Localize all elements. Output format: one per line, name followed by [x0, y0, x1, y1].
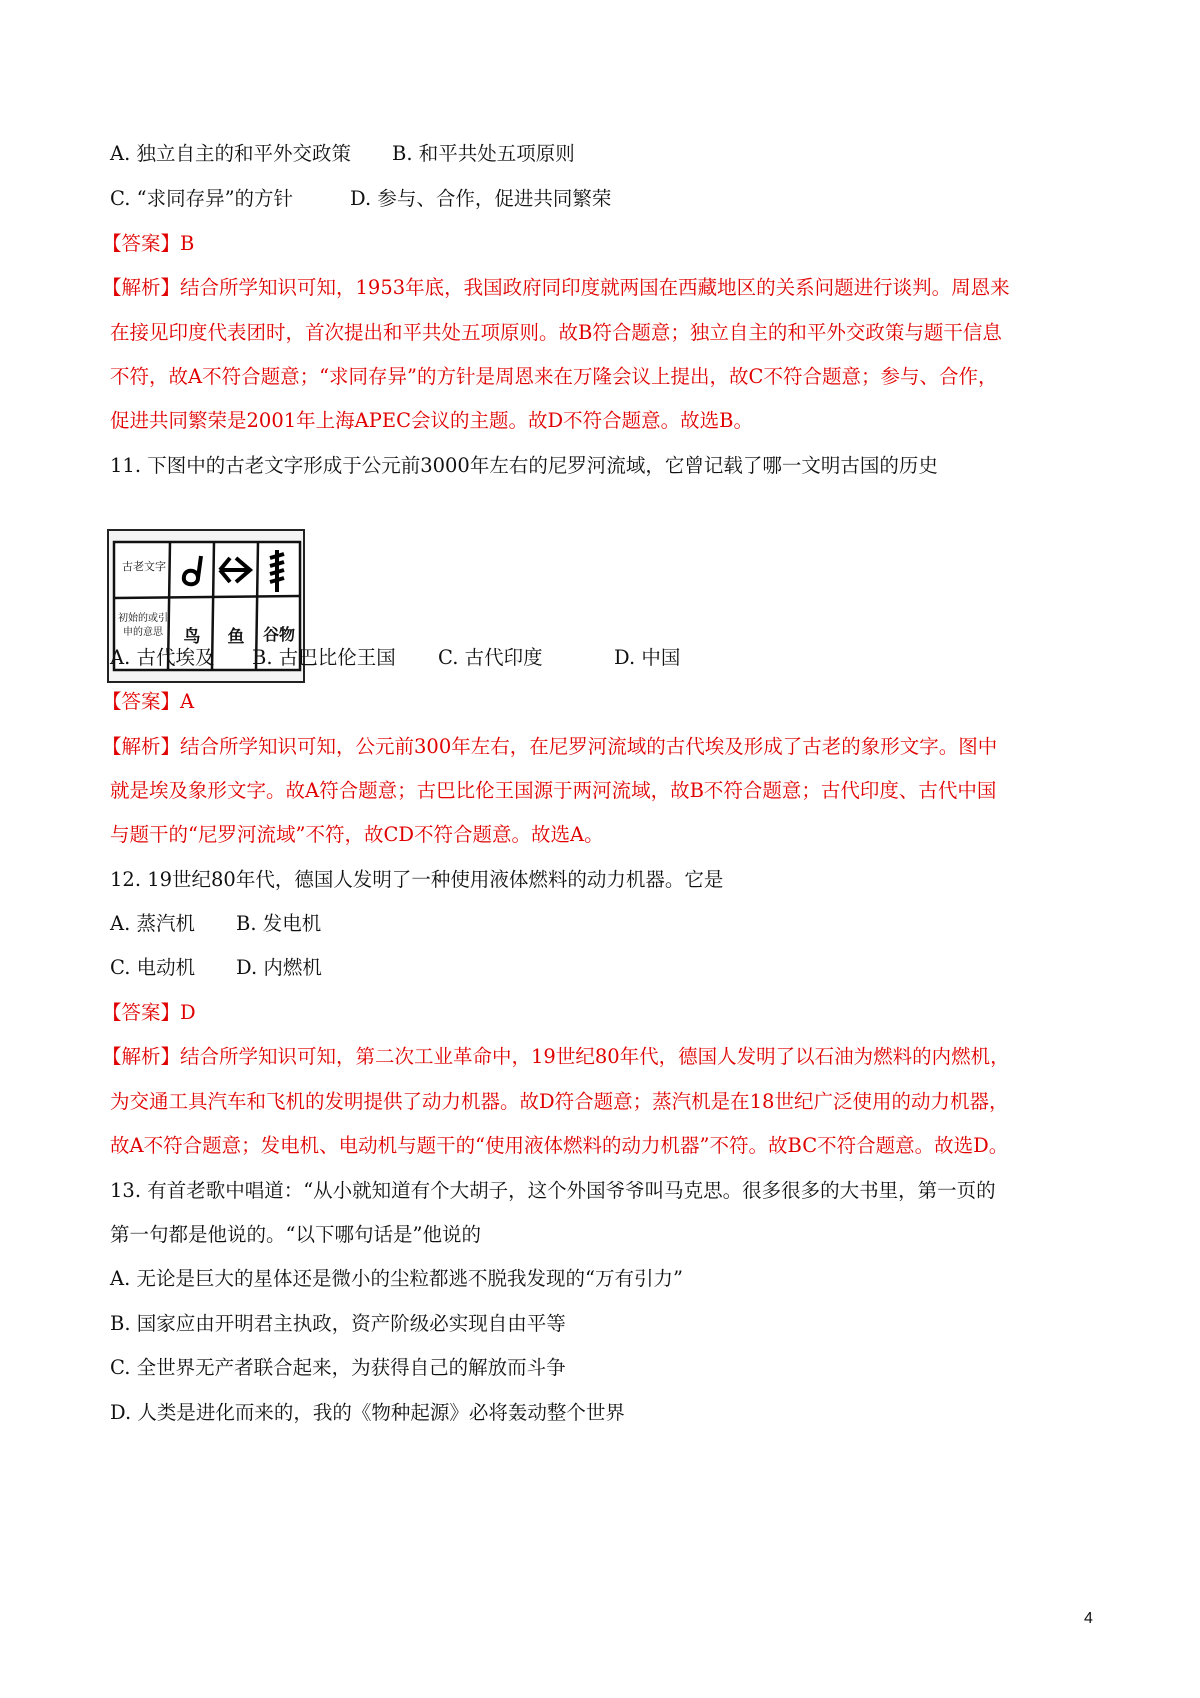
q10-analysis-line-2: 在接见印度代表团时，首次提出和平共处五项原则。故B符合题意；独立自主的和平外交政策与题干信息	[110, 321, 1002, 344]
q12-option-d: D. 内燃机	[236, 956, 322, 979]
analysis-tag: 【解析】	[102, 1045, 181, 1068]
analysis-text: 结合所学知识可知，1953年底，我国政府同印度就两国在西藏地区的关系问题进行谈判。周恩来	[180, 276, 1010, 299]
q11-option-b: B. 古巴比伦王国	[252, 646, 396, 669]
q11-option-d: D. 中国	[614, 646, 681, 669]
q10-analysis-line-3: 不符，故A不符合题意；“求同存异”的方针是周恩来在万隆会议上提出，故C不符合题意；参与、合作，	[110, 365, 998, 388]
figure-meaning-fish: 鱼	[227, 627, 245, 647]
q10-options-row2	[110, 184, 611, 214]
analysis-text: 结合所学知识可知，第二次工业革命中，19世纪80年代，德国人发明了以石油为燃料的内燃机，	[180, 1045, 1010, 1068]
figure-row1-label: 古老文字	[122, 560, 166, 573]
page-number: 4	[1084, 1610, 1093, 1627]
q11-question: 11. 下图中的古老文字形成于公元前3000年左右的尼罗河流域，它曾记载了哪一文明古国的历史	[110, 454, 938, 477]
q10-analysis-line-4: 促进共同繁荣是2001年上海APEC会议的主题。故D不符合题意。故选B。	[110, 409, 753, 432]
q13-option-a: A. 无论是巨大的星体还是微小的尘粒都逃不脱我发现的“万有引力”	[110, 1267, 683, 1290]
figure-meaning-bird: 鸟	[183, 627, 201, 647]
q11-analysis-line-1	[102, 732, 997, 762]
q11-option-c: C. 古代印度	[438, 646, 543, 669]
analysis-tag: 【解析】	[102, 735, 181, 758]
q12-options-row2	[110, 953, 322, 983]
q10-analysis-line-1	[102, 273, 1010, 303]
q10-options-row1	[110, 139, 575, 169]
answer-value: A	[180, 690, 195, 713]
answer-tag: 【答案】	[102, 1001, 181, 1024]
answer-value: D	[180, 1001, 196, 1024]
q12-option-b: B. 发电机	[236, 912, 322, 935]
answer-tag: 【答案】	[102, 690, 181, 713]
q12-option-c: C. 电动机	[110, 956, 196, 979]
analysis-tag: 【解析】	[102, 276, 181, 299]
q12-question: 12. 19世纪80年代，德国人发明了一种使用液体燃料的动力机器。它是	[110, 868, 724, 891]
q13-question-line-2: 第一句都是他说的。“以下哪句话是”他说的	[110, 1223, 481, 1246]
q11-analysis-line-2: 就是埃及象形文字。故A符合题意；古巴比伦王国源于两河流域，故B不符合题意；古代印度、古代中国	[110, 779, 997, 802]
q11-analysis-line-3: 与题干的“尼罗河流域”不符，故CD不符合题意。故选A。	[110, 823, 604, 846]
q11-option-a: A. 古代埃及	[110, 646, 215, 669]
q10-option-a: A. 独立自主的和平外交政策	[110, 142, 351, 165]
q12-options-row1	[110, 909, 321, 939]
figure-row2-label: 初始的或引申的意思	[118, 613, 168, 638]
answer-tag: 【答案】	[102, 232, 181, 255]
q10-option-c: C. “求同存异”的方针	[110, 187, 294, 210]
q12-analysis-line-3: 故A不符合题意；发电机、电动机与题干的“使用液体燃料的动力机器”不符。故BC不符合题意。故选D。	[110, 1134, 1009, 1157]
q13-option-b: B. 国家应由开明君主执政，资产阶级必实现自由平等	[110, 1312, 566, 1335]
q13-option-c: C. 全世界无产者联合起来，为获得自己的解放而斗争	[110, 1356, 566, 1379]
q12-option-a: A. 蒸汽机	[110, 912, 195, 935]
q12-analysis-line-2: 为交通工具汽车和飞机的发明提供了动力机器。故D符合题意；蒸汽机是在18世纪广泛使用的动力机器，	[110, 1090, 1009, 1113]
q13-question-line-1: 13. 有首老歌中唱道：“从小就知道有个大胡子，这个外国爷爷叫马克思。很多很多的大书里，第一页的	[110, 1179, 996, 1202]
q13-option-d: D. 人类是进化而来的，我的《物种起源》必将轰动整个世界	[110, 1401, 625, 1424]
q10-option-d: D. 参与、合作，促进共同繁荣	[350, 187, 612, 210]
q11-options	[110, 643, 680, 673]
q12-answer	[102, 998, 196, 1028]
answer-value: B	[180, 232, 195, 255]
q10-option-b: B. 和平共处五项原则	[392, 142, 575, 165]
q12-analysis-line-1	[102, 1042, 1010, 1072]
analysis-text: 结合所学知识可知，公元前300年左右，在尼罗河流域的古代埃及形成了古老的象形文字。图中	[180, 735, 998, 758]
q11-answer	[102, 687, 194, 717]
figure-meaning-grain: 谷物	[262, 625, 295, 644]
q10-answer	[102, 229, 194, 259]
